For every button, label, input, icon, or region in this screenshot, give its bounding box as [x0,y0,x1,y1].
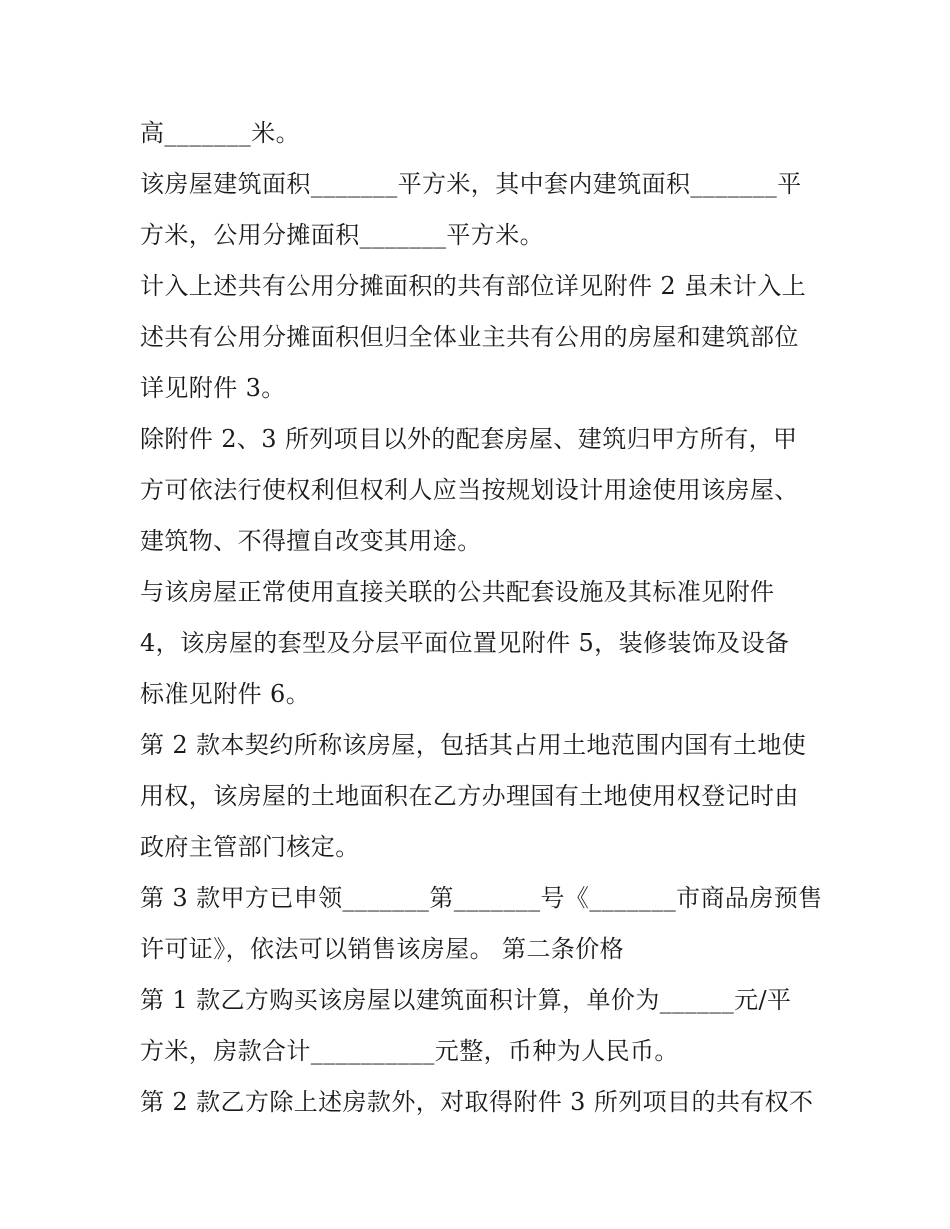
text-line: 方米，房款合计__________元整，币种为人民币。 [140,1037,679,1065]
text-line: 4，该房屋的套型及分层平面位置见附件 5，装修装饰及设备 [140,629,790,657]
text-line: 除附件 2、3 所列项目以外的配套房屋、建筑归甲方所有，甲 [140,425,798,453]
text-line: 标准见附件 6。 [140,680,311,708]
text-line: 许可证》，依法可以销售该房屋。 第二条价格 [140,935,625,963]
text-line: 建筑物、不得擅自改变其用途。 [140,527,482,555]
text-line: 该房屋建筑面积_______平方米，其中套内建筑面积_______平 [140,170,802,198]
text-line: 政府主管部门核定。 [140,833,360,861]
text-line: 方米，公用分摊面积_______平方米。 [140,221,544,249]
text-line: 与该房屋正常使用直接关联的公共配套设施及其标准见附件 [140,578,775,606]
text-line: 计入上述共有公用分摊面积的共有部位详见附件 2 虽未计入上 [140,272,807,300]
text-line: 第 2 款乙方除上述房款外，对取得附件 3 所列项目的共有权不 [140,1088,814,1116]
text-line: 述共有公用分摊面积但归全体业主共有公用的房屋和建筑部位 [140,323,799,351]
text-line: 高_______米。 [140,119,300,147]
text-line: 详见附件 3。 [140,374,286,402]
text-line: 第 3 款甲方已申领_______第_______号《_______市商品房预售 [140,884,823,912]
text-line: 第 2 款本契约所称该房屋，包括其占用土地范围内国有土地使 [140,731,807,759]
text-line: 方可依法行使权利但权利人应当按规划设计用途使用该房屋、 [140,476,799,504]
text-line: 第 1 款乙方购买该房屋以建筑面积计算，单价为______元/平 [140,986,792,1014]
contract-text [140,108,823,1128]
text-line: 用权，该房屋的土地面积在乙方办理国有土地使用权登记时由 [140,782,799,810]
